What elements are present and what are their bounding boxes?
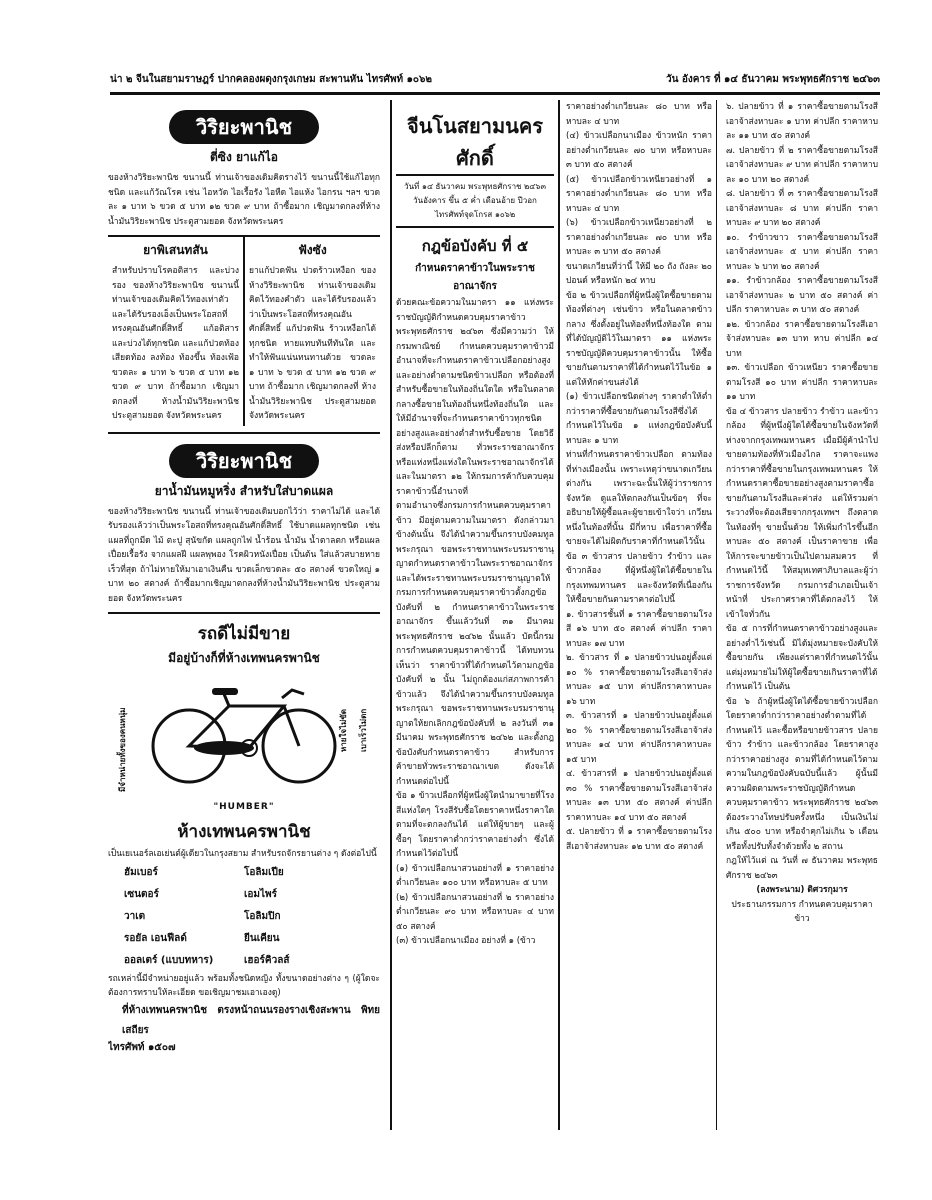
ad2-left: [108, 237, 243, 426]
ad2-split: [108, 235, 380, 426]
ad4-phone: ไทรศัพท์ ๑๕๐๗: [108, 1041, 176, 1053]
brand-item: โอลิมปิก: [244, 910, 281, 922]
ad4-note: รถเหล่านี้มีจำหน่ายอยู่แล้ว พร้อมทั้งชนิดหญิง ทั้งขนาดอย่างต่าง ๆ (ผู้ใดจะต้องการทราบให้ละเอียด ขอเชิญมาชมเอาเองดู): [108, 973, 380, 998]
decree-column-4: [722, 100, 882, 1130]
decree-paragraph: (๕) ข้าวเปลือกข้าวเหนียวอย่างที่ ๑ ราคาอย่างต่ำเกวียนละ ๘๐ บาท หรือหาบละ ๔ บาท: [566, 174, 712, 214]
brand-item: ฮัมเบอร์: [124, 866, 158, 878]
brand-item: เฮอร์คิวลส์: [244, 954, 290, 966]
decree-paragraph: ๑๐. รำข้าวขาว ราคาซื้อขายตามโรงสีเอาจ้าส่งหาบละ ๕ บาท ค่าปลีก ราคาหาบละ ๖ บาท ๒๐ สตางค์: [726, 232, 878, 272]
decree-paragraph: ๑๓. ข้าวเปลือก ข้าวเหนียว ราคาซื้อขายตามโรงสี ๑๐ บาท ค่าปลีก ราคาหาบละ ๑๑ บาท: [726, 363, 878, 402]
bicycle-brand-list: [108, 862, 380, 972]
masthead-info: [396, 180, 554, 228]
decree-title: กฎข้อบังคับ ที่ ๕: [421, 237, 529, 255]
ad2-right-body: ยาแก้ปวดฟัน ปวดร้าวเหงือก ของห้างวิริยะพานิช ท่านเจ้าของเดิมคิดไว้ทองคำตัว และได้รับรองแล้วว่าเป็นพระโอสถที่ทรงคุณอันศักดิ์สิทธิ์ แก้ปวดฟัน ร้าวเหงือกได้ทุกชนิด หายแทบทันทีทันใด และทำให้ฟันแน่นทนทานด้วย ขวดละ ๑ บาท ๖ ขวด ๕ บาท ๑๒ ขวด ๙ บาท ถ้าซื้อมาก เชิญมาตกลงที่ ห้างน้ำมันวิริยะพานิช ประตูสามยอด จังหวัดพระนคร: [249, 266, 376, 421]
brand-item: ยีนเคียน: [244, 932, 280, 944]
decree-paragraph: ราคาอย่างต่ำเกวียนละ ๘๐ บาท หรือหาบละ ๔ บาท: [566, 102, 712, 127]
decree-paragraph: ข้อ ๔ ข้าวสาร ปลายข้าว รำข้าว และข้าวกล้อง ที่ผู้หนึ่งผู้ใดได้ซื้อขายในจังหวัดที่ห่างจากกรุงเทพมหานคร เมื่อมีผู้ค้านำไปขายตามท้องที่หัวเมืองไกล ราคาจะแพงกว่าราคาที่ซื้อขายในกรุงเทพมหานคร ให้กำหนดราคาซื้อขายอย่างสูงตามราคาซื้อขายกันตามโรงสีและค่าส่ง แต่ให้รวมค่าระวางที่จะต้องเสียจากกรุงเทพฯ ถึงตลาดในท้องที่ๆ ขายนั้นด้วย ให้เพิ่มกำไรขึ้นอีกหาบละ ๕๐ สตางค์ เป็นราคาขาย เพื่อให้การจะขายข้าวเป็นไปตามสมควร ที่กำหนดไว้นี้ ให้สมุหเทศาภิบาลและผู้ว่าราชการจังหวัด กรมการอำเภอเป็นเจ้าหน้าที่ ประกาศราคาที่ได้ตกลงไว้ ให้เข้าใจทั่วกัน: [726, 406, 878, 620]
decree-paragraph: ท่านที่กำหนดราคาข้าวเปลือก ตามท้องที่ห่างเมืองนั้น เพราะเหตุว่าขนาดเกวียนต่างกัน เพราะฉะนั้นให้ผู้ว่าราชการจังหวัด ดูแลให้ตกลงกันเป็นข้อๆ ที่จะอธิบายให้ผู้ซื้อและผู้ขายเข้าใจว่า เกวียนหนึ่งในท้องที่นั้น มีกี่หาบ เพื่อราคาที่ซื้อขายจะได้ไม่ผิดกับราคาที่กำหนดไว้นั้น: [566, 450, 712, 547]
decree-paragraph: (๑) ข้าวเปลือกนาสวนอย่างที่ ๑ ราคาอย่างต่ำเกวียนละ ๑๐๐ บาท หรือหาบละ ๕ บาท: [396, 863, 554, 888]
ad1-banner: วิริยะพานิช: [169, 110, 319, 144]
brand-item: เอมไพร์: [244, 888, 278, 900]
brand-item: รอยัล เอนฟีลด์: [124, 932, 187, 944]
decree-paragraph: ๖. ปลายข้าว ที่ ๑ ราคาซื้อขายตามโรงสีเอาจ้าส่งหาบละ ๑ บาท ค่าปลีก ราคาหาบละ ๑๑ บาท ๕๐ สตางค์: [726, 102, 878, 141]
decree-date: กฎให้ไว้แต่ ณ วันที่ ๗ ธันวาคม พระพุทธศักราช ๒๔๖๓: [726, 856, 878, 881]
decree-paragraph: ๑. ข้าวสารชั้นที่ ๑ ราคาซื้อขายตามโรงสี ๑๖ บาท ๕๐ สตางค์ ค่าปลีก ราคาหาบละ ๑๗ บาท: [566, 609, 712, 649]
decree-paragraph: ข้อ ๑ ข้าวเปลือกที่ผู้หนึ่งผู้ใดนำมาขายที่โรงสีแห่งใดๆ โรงสีรับซื้อโดยราคาหนึ่งราคาใด ตามที่จะตกลงกันได้ แต่ให้ผู้ขายๆ และผู้ซื้อๆ โดยราคาต่ำกว่าราคาอย่างต่ำ ซึ่งได้กำหนดไว้ต่อไปนี้: [396, 791, 554, 859]
decree-paragraph: ๓. ข้าวสารที่ ๑ ปลายข้าวปนอยู่ตั้งแต่ ๒๐ % ราคาซื้อขายตามโรงสีเอาจ้าส่งหาบละ ๑๔ บาท ค่าปลีกราคาหาบละ ๑๕ บาท: [566, 711, 712, 765]
divider: [108, 612, 380, 614]
decree-subtitle: กำหนดราคาข้าวในพระราชอาณาจักร: [415, 263, 535, 292]
decree-paragraph: (๔) ข้าวเปลือกนาเมือง ข้าวหนัก ราคาอย่างต่ำเกวียนละ ๗๐ บาท หรือหาบละ ๓ บาท ๕๐ สตางค์: [566, 131, 712, 170]
ad4-intro: เป็นเยเนอร์ลเอเย่นต์ผู้เดียวในกรุงสยาม สำหรับรถจักรยานต่าง ๆ ดังต่อไปนี้: [108, 849, 377, 859]
decree-paragraph: ขนาดเกวียนที่ว่านี้ ให้มี ๒๐ ถัง ถังละ ๒๐ ปอนด์ หรือหนัก ๒๔ หาบ: [566, 261, 712, 286]
header-left: น่า ๒ จีนในสยามราษฎร์ ปากคลองผดุงกรุงเกษม สะพานหัน ไทรศัพท์ ๑๐๖๒: [110, 74, 432, 85]
decree-paragraph: ๑๑. รำข้าวกล้อง ราคาซื้อขายตามโรงสีเอาจ้าส่งหาบละ ๒ บาท ๕๐ สตางค์ ค่าปลีก ราคาหาบละ ๓ บาท ๕๐ สตางค์: [726, 276, 878, 315]
ad1-body: ของห้างวิริยะพานิช ขนานนี้ ท่านเจ้าของเดิมคิดรางไว้ ขนานนี้ใช้แก้ไอทุกชนิด และแก้วัณโรค เช่น ไอหวัด ไอเรื้อรัง ไอหืด ไอแห้ง ไอกรน ฯลฯ ขวดละ ๑ บาท ๖ ขวด ๕ บาท ๑๒ ขวด ๙ บาท ถ้าซื้อมาก เชิญมาตกลงที่ห้างน้ำมันวิริยะพานิช ประตูสามยอด จังหวัดพระนคร: [108, 173, 380, 227]
ad2-left-body: สำหรับปราบโรคอติสาร และบ่วงรอง ของห้างวิริยะพานิช ขนานนี้ ท่านเจ้าของเดิมคิดไว้ทองเท่าตัว และได้รับรองเอ็งเป็นพระโอสถที่ทรงคุณอันศักดิ์สิทธิ์ แก้อติสาร และบ่วงได้ทุกชนิด และแก้ปวดท้อง เสียดท้อง ลงท้อง ท้องขึ้น ท้องเฟ้อ ขวดละ ๑ บาท ๖ ขวด ๕ บาท ๑๒ ขวด ๙ บาท ถ้าซื้อมาก เชิญมาตกลงที่ ห้างน้ำมันวิริยะพานิช ประตูสามยอด จังหวัดพระนคร: [112, 266, 239, 421]
ad2-left-title: ยาพิเสนทสัน: [143, 243, 208, 257]
brand-item: ออลเตร์ (แบบทหาร): [124, 954, 214, 966]
decree-paragraph: (๓) ข้าวเปลือกนาเมือง อย่างที่ ๑ (ข้าว: [396, 936, 536, 946]
decree-paragraph: ข้อ ๓ ข้าวสาร ปลายข้าว รำข้าว และข้าวกล้อง ที่ผู้หนึ่งผู้ใดได้ซื้อขายในกรุงเทพมหานคร และจังหวัดที่เนื่องกัน ให้ซื้อขายกันตามราคาต่อไปนี้: [566, 551, 712, 605]
ad3-subtitle: ยาน้ำมันหมูหริ่ง สำหรับใส่บาดแผล: [154, 483, 334, 498]
decree-paragraph: (๑) ข้าวเปลือกชนิดต่างๆ ราคาต่ำให้ต่ำกว่าราคาที่ซื้อขายกันตามโรงสีซึ่งได้กำหนดไว้ในข้อ ๑ แห่งกฎข้อบังคับนี้ หาบละ ๑ บาท: [566, 392, 712, 446]
ad3-banner: วิริยะพานิช: [169, 444, 319, 478]
masthead-day: วันอังคาร ขึ้น ๕ ค่ำ เดือนอ้าย ปีวอก: [413, 196, 537, 205]
decree-paragraph: ด้วยคณะข้อความในมาตรา ๑๑ แห่งพระราชบัญญัติกำหนดควบคุมราคาข้าว พระพุทธศักราช ๒๔๖๓ ซึ่งมีความว่า ให้กรมพาณิชย์ กำหนดควบคุมราคาข้าวมีอำนาจที่จะกำหนดราคาข้าวเปลือกอย่างสูงและอย่างต่ำตามชนิดข้าวเปลือก หรือต้องที่สำหรับซื้อขายในท้องถิ่นใดใด หรือในตลาดกลางซื้อขายในท้องถิ่นหนึ่งท้องถิ่นใด และให้มีอำนาจที่จะกำหนดราคาข้าวทุกชนิดอย่างสูงและอย่างต่ำสำหรับซื้อขาย โดยวิธีส่งหรือปลีกก็ตาม ทั่วพระราชอาณาจักร หรือแห่งหนึ่งแห่งใดในพระราชอาณาจักรได้ และในมาตรา ๑๒ ให้กรมการค้ากับควบคุมราคาข้าวนี้อำนาจที่: [396, 298, 554, 497]
decree-column: [390, 100, 560, 1130]
ad4-shop: ห้างเทพนครพานิช: [177, 822, 311, 842]
masthead-date: วันที่ ๑๔ ธันวาคม พระพุทธศักราช ๒๔๖๓: [404, 182, 546, 191]
decree-paragraph: ข้อ ๒ ข้าวเปลือกที่ผู้หนึ่งผู้ใดซื้อขายตามท้องที่ต่างๆ เช่นข้าว หรือในตลาดข้าวกลาง ซึ่งตั้งอยู่ในท้องที่หนึ่งท้องใด ตามที่ได้บัญญัติไว้ในมาตรา ๑๑ แห่งพระราชบัญญัติควบคุมราคาข้าวนั้น ให้ซื้อขายกันตามราคาที่ได้กำหนดไว้ในข้อ ๑ แต่ให้หักค่าขนส่งได้: [566, 290, 712, 388]
masthead: จีนโนสยามนครศักดิ์: [396, 110, 554, 176]
ad4-left-vertical: มีจำหน่ายทั้งของคนหนุ่ม: [118, 707, 127, 792]
ad4-right-vertical-1: หายใจไม่ขัด: [339, 708, 348, 752]
header-right: วัน อังคาร ที่ ๑๔ ธันวาคม พระพุทธศักราช ๒๔๖๓: [665, 74, 880, 85]
decree-paragraph: ๔. ข้าวสารที่ ๑ ปลายข้าวปนอยู่ตั้งแต่ ๓๐ % ราคาซื้อขายตามโรงสีเอาจ้าส่งหาบละ ๑๓ บาท ๕๐ สตางค์ ค่าปลีกราคาหาบละ ๑๔ บาท ๕๐ สตางค์: [566, 769, 712, 823]
decree-paragraph: ข้อ ๕ การที่กำหนดราคาข้าวอย่างสูงและอย่างต่ำไว้เช่นนี้ มิได้มุ่งหมายจะบังคับให้ซื้อขายกัน เพียงแต่ราคาที่กำหนดไว้นั้น แต่มุ่งหมายไม่ให้ผู้ใดซื้อขายเกินราคาที่ได้กำหนดไว้ เป็นต้น: [726, 624, 878, 692]
ad4-right-vertical-2: เบาเร็วไม่ตก: [359, 708, 368, 752]
decree-paragraph: ๒. ข้าวสาร ที่ ๑ ปลายข้าวปนอยู่ตั้งแต่ ๑๐ % ราคาซื้อขายตามโรงสีเอาจ้าส่งหาบละ ๑๕ บาท ค่าปลีกราคาหาบละ ๑๖ บาท: [566, 653, 712, 707]
ad2-right-title: ฟังซัง: [298, 243, 327, 257]
bicycle-icon: [144, 676, 344, 786]
decree-paragraph: ๘. ปลายข้าว ที่ ๓ ราคาซื้อขายตามโรงสีเอาจ้าส่งหาบละ ๘ บาท ค่าปลีก ราคาหาบละ ๙ บาท ๒๐ สตางค์: [726, 189, 878, 228]
header-rule: [110, 92, 880, 95]
decree-paragraph: ๗. ปลายข้าว ที่ ๒ ราคาซื้อขายตามโรงสีเอาจ้าส่งหาบละ ๙ บาท ค่าปลีก ราคาหาบละ ๑๐ บาท ๒๐ สตางค์: [726, 145, 879, 185]
ad1-subtitle: ตี่ซิง ยาแก้ไอ: [210, 150, 278, 164]
ad2-right: [243, 237, 380, 426]
bicycle-illustration-area: [108, 672, 380, 802]
brand-item: เซนตอร์: [124, 888, 159, 900]
decree-column-3: [562, 100, 717, 1130]
page-header: [110, 72, 880, 90]
ad3-body: ของห้างวิริยะพานิช ขนานนี้ ท่านเจ้าของเดิมบอกไว้ว่า ราคาไม่ได้ และได้รับรองแล้วว่าเป็นพระโอสถที่ทรงคุณอันศักดิ์สิทธิ์ ใช้บาดแผลทุกชนิด เช่นแผลที่ถูกมีด ไม้ ตะปู สุนัขกัด แผลถูกไฟ น้ำร้อน น้ำมัน น้ำตาลตก หรือแผลเปื่อยเรื้อรัง จากแผลฝี แผลพุพอง โรคผิวหนังเปื่อย เป็นต้น ใส่แล้วสบายหายเร็วที่สุด ถ้าไม่หายให้มาเอาเงินคืน ขวดเล็กขวดละ ๕๐ สตางค์ ขวดใหญ่ ๑ บาท ๒๐ สตางค์ ถ้าซื้อมากเชิญมาตกลงที่ห้างน้ำมันวิริยะพานิช ประตูสามยอด จังหวัดพระนคร: [108, 506, 380, 604]
ad4-subhead: มีอยู่บ้างก็ที่ห้างเทพนครพานิช: [168, 651, 320, 665]
decree-signature: (ลงพระนาม) ดิศวรกุมาร: [756, 885, 848, 895]
brand-item: โอลิมเปีย: [244, 866, 284, 878]
ads-column: [108, 100, 380, 1130]
decree-paragraph: ๑๒. ข้าวกล้อง ราคาซื้อขายตามโรงสีเอาจ้าส่งหาบละ ๑๓ บาท หาบ ค่าปลีก ๑๔ บาท: [726, 319, 878, 359]
ad4-headline: รถดีไม่มีขาย: [197, 624, 291, 644]
brand-item: วาเต: [124, 910, 146, 922]
decree-paragraph: (๒) ข้าวเปลือกนาสวนอย่างที่ ๒ ราคาอย่างต่ำเกวียนละ ๙๐ บาท หรือหาบละ ๔ บาท ๕๐ สตางค์: [396, 892, 554, 932]
decree-paragraph: ตามอำนาจซึ่งกรมการกำหนดควบคุมราคาข้าว มีอยู่ตามความในมาตรา ดังกล่าวมาข้างต้นนั้น จึงได้นำความขึ้นกราบบังคมทูลพระกรุณา ขอพระราชทานพระบรมราชานุญาตกำหนดราคาข้าวในพระราชอาณาจักร และได้พระราชทานพระบรมราชานุญาตให้กรมการกำหนดควบคุมราคาข้าวตั้งกฎข้อบังคับที่ ๒ กำหนดราคาข้าวในพระราชอาณาจักร ขึ้นแล้ววันที่ ๓๑ มีนาคม พระพุทธศักราช ๒๔๖๒ นั้นแล้ว บัดนี้กรมการกำหนดควบคุมราคาข้าวนี้ ได้ทบทวนเห็นว่า ราคาข้าวที่ได้กำหนดไว้ตามกฎข้อบังคับที่ ๒ นั้น ไม่ถูกต้องแก่สภาพการค้าข้าวแล้ว จึงได้นำความขึ้นกราบบังคมทูลพระกรุณา ขอพระราชทานพระบรมราชานุญาตให้ยกเลิกกฎข้อบังคับที่ ๒ ลงวันที่ ๓๑ มีนาคม พระพุทธศักราช ๒๔๖๒ และตั้งกฎข้อบังคับกำหนดราคาข้าว สำหรับการค้าขายทั่วพระราชอาณาเขต ดังจะได้กำหนดต่อไปนี้: [396, 501, 554, 787]
masthead-phone: ไทรศัพท์จุดโกรส ๑๐๖๒: [434, 210, 516, 219]
decree-paragraph: (๖) ข้าวเปลือกข้าวเหนียวอย่างที่ ๒ ราคาอย่างต่ำเกวียนละ ๗๐ บาท หรือหาบละ ๓ บาท ๕๐ สตางค์: [566, 218, 712, 257]
decree-paragraph: ๕. ปลายข้าว ที่ ๑ ราคาซื้อขายตามโรงสีเอาจ้าส่งหาบละ ๑๒ บาท ๕๐ สตางค์: [566, 827, 712, 852]
ad4-brand: "HUMBER": [213, 802, 275, 812]
decree-paragraph: ข้อ ๖ ถ้าผู้หนึ่งผู้ใดได้ซื้อขายข้าวเปลือก โดยราคาต่ำกว่าราคาอย่างต่ำตามที่ได้กำหนดไว้ และซื้อหรือขายข้าวสาร ปลายข้าว รำข้าว และข้าวกล้อง โดยราคาสูงกว่าราคาอย่างสูง ตามที่ได้กำหนดไว้ตามความในกฎข้อบังคับฉบับนี้แล้ว ผู้นั้นมีความผิดตามพระราชบัญญัติกำหนดควบคุมราคาข้าว พระพุทธศักราช ๒๔๖๓ ต้องระวางโทษปรับครั้งหนึ่ง เป็นเงินไม่เกิน ๕๐๐ บาท หรือจำคุกไม่เกิน ๖ เดือน หรือทั้งปรับทั้งจำด้วยทั้ง ๒ สถาน: [726, 696, 878, 852]
divider: [108, 432, 380, 434]
ad4-address: ที่ห้างเทพนครพานิช ตรงหน้าถนนรองรางเชิงสะพาน พิทยเสถียร: [122, 1004, 380, 1036]
decree-signatory-title: ประธานกรรมการ กำหนดควบคุมราคาข้าว: [731, 899, 873, 924]
